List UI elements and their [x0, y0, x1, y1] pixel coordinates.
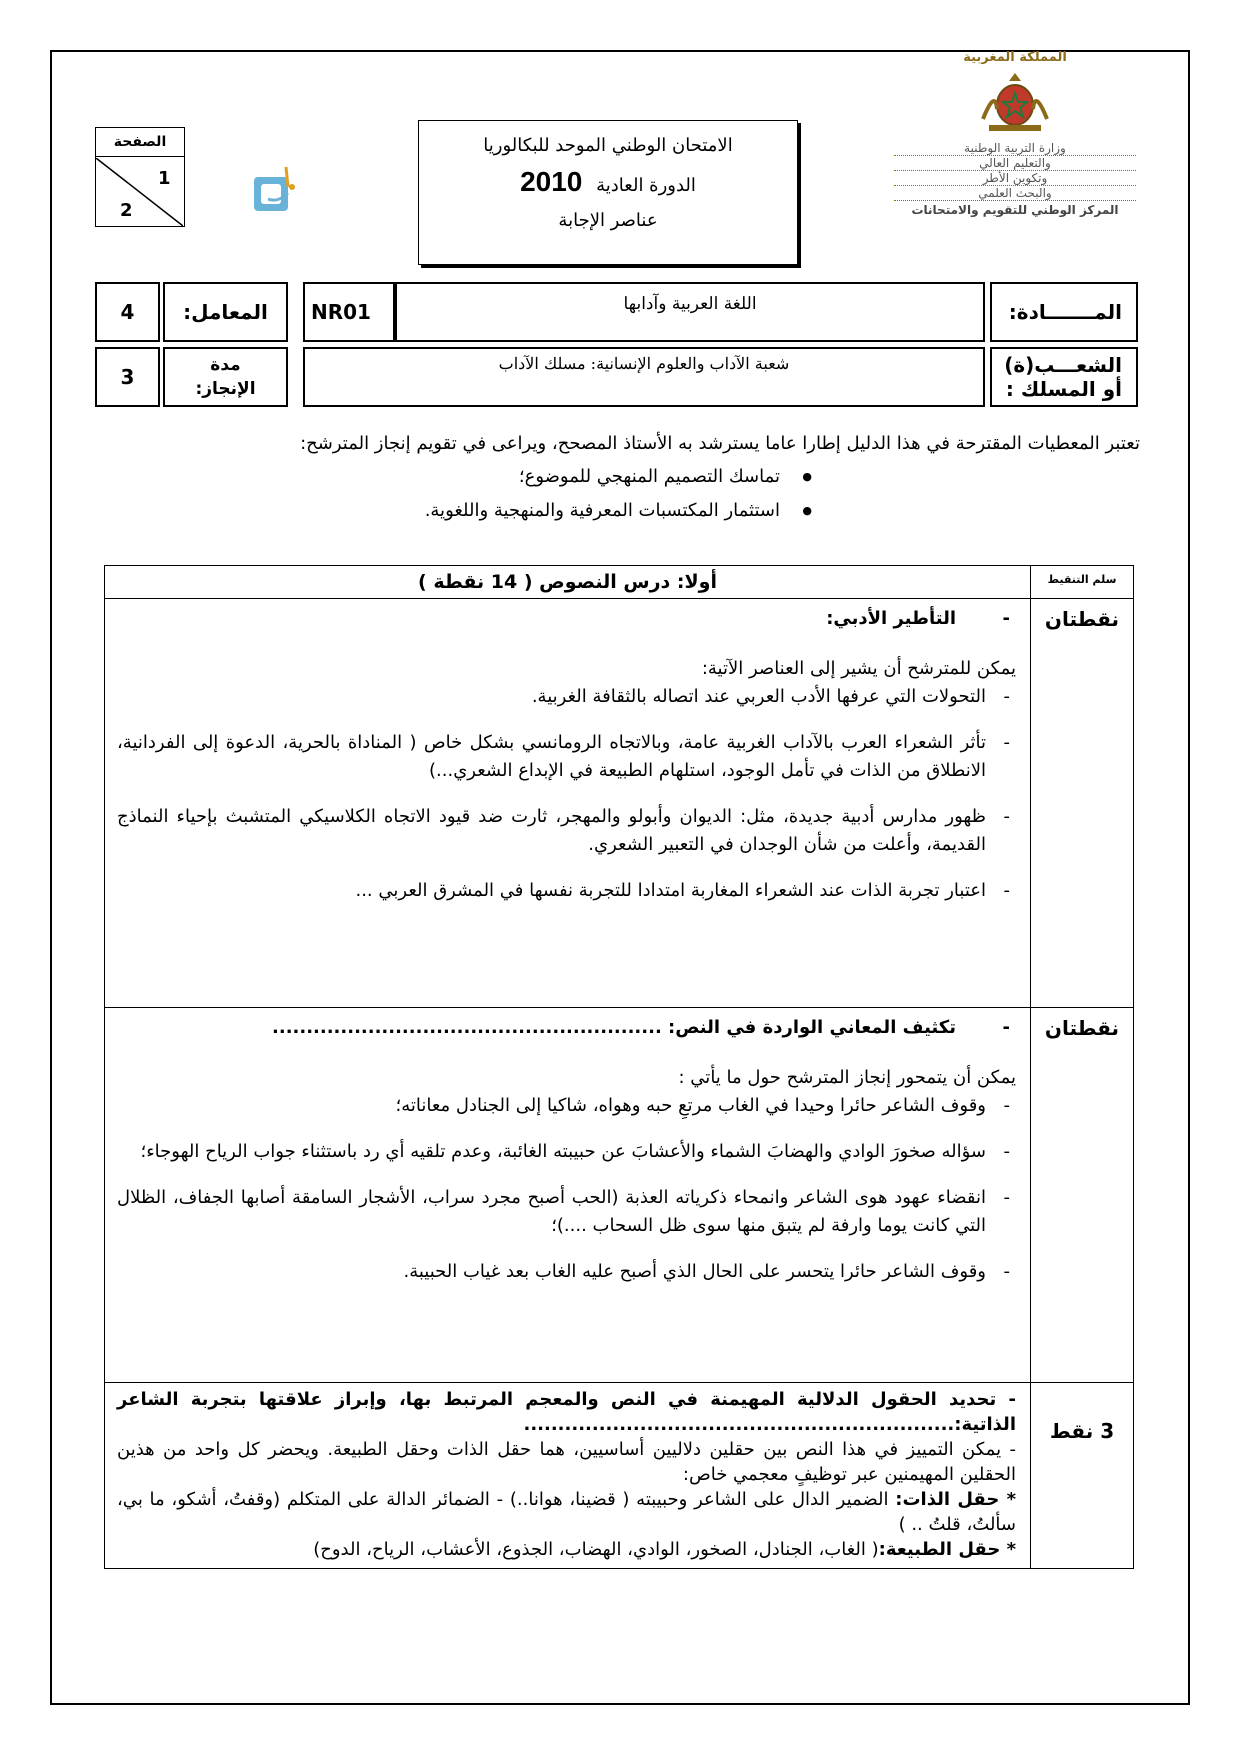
intro-section	[100, 428, 1140, 528]
answer-block-literary-framing	[105, 599, 1031, 1008]
score-value: 3 نقط	[1031, 1383, 1134, 1569]
exam-title-box	[418, 120, 798, 265]
field-nature: * حقل الطبيعة:( الغاب، الجنادل، الصخور، الوادي، الهضاب، الجذوع، الأعشاب، الرياح، الدوح)	[313, 1539, 1016, 1560]
evaluation-center-name: المركز الوطني للتقويم والامتحانات	[911, 203, 1119, 217]
subject-value: اللغة العربية وآدابها	[395, 282, 985, 342]
answer-item: - وقوف الشاعر حائرا وحيدا في الغاب مرتعِ حبه وهواه، شاكيا إلى الجنادل معاناته؛	[117, 1092, 1016, 1120]
answer-item: - انقضاء عهود هوى الشاعر وانمحاء ذكرياته العذبة (الحب أصبح مجرد سراب، الأشجار السامقة أصابها الجفاف، الظلال التي كانت يوما وارفة لم يتبق منها سوى ظل السحاب ....)؛	[117, 1184, 1016, 1240]
section-title: أولا: درس النصوص ( 14 نقطة )	[105, 566, 1031, 599]
page-current: 1	[158, 168, 171, 189]
answer-block-semantic-fields	[105, 1383, 1031, 1569]
subject-label: المـــــــادة:	[990, 282, 1138, 342]
duration-value: 3	[95, 347, 160, 407]
duration-label: مدة الإنجاز:	[163, 347, 288, 407]
answer-block-meanings	[105, 1008, 1031, 1383]
branch-value: شعبة الآداب والعلوم الإنسانية: مسلك الآداب	[303, 347, 985, 407]
ministry-header	[880, 50, 1150, 280]
block-heading: - تحديد الحقول الدلالية المهيمنة في النص والمعجم المرتبط بها، وإبراز علاقتها بتجربة الشاعر الذاتية:...............................................................	[117, 1389, 1016, 1435]
field-self: * حقل الذات: الضمير الدال على الشاعر وحبيبته ( قضينا، هوانا..) - الضمائر الدالة على المتكلم (وقفتُ، أشكو، ما بي، سألتُ، قلتُ .. )	[117, 1489, 1016, 1535]
branch-label: الشعـــب(ة) أو المسلك :	[990, 347, 1138, 407]
kingdom-title: المملكة المغربية	[963, 50, 1067, 65]
exam-code: NR01	[303, 282, 395, 342]
block-heading: - التأطير الأدبي:	[117, 605, 1016, 633]
score-value: نقطتان	[1031, 1008, 1134, 1383]
page-label: الصفحة	[96, 128, 184, 157]
intro-bullet: ● استثمار المكتسبات المعرفية والمنهجية واللغوية.	[100, 494, 820, 528]
block-lead: يمكن أن يتمحور إنجاز المترشح حول ما يأتي :	[678, 1067, 1016, 1088]
answer-item: - تأثر الشعراء العرب بالآداب الغربية عامة، وبالاتجاه الرومانسي بشكل خاص ( المناداة بالحرية، الدعوة إلى الفردانية، الانطلاق من الذات في تأمل الوجود، استلهام الطبيعة في الإبداع الشعري...)	[117, 729, 1016, 785]
exam-title: الامتحان الوطني الموحد للبكالوريا	[483, 135, 733, 156]
ministry-name: وزارة التربية الوطنية والتعليم العالي وتكوين الأطر والبحث العلمي	[880, 141, 1150, 201]
answer-item: - اعتبار تجربة الذات عند الشعراء المغاربة امتدادا للتجربة نفسها في المشرق العربي ...	[117, 877, 1016, 905]
intro-bullets	[100, 460, 820, 528]
intro-bullet: ● تماسك التصميم المنهجي للموضوع؛	[100, 460, 820, 494]
block-paragraph: - يمكن التمييز في هذا النص بين حقلين دلاليين أساسيين، هما حقل الذات وحقل الطبيعة. ويحضر كل واحد من هذين الحقلين المهيمنين عبر توظيفٍ معجمي خاص:	[117, 1439, 1016, 1485]
block-lead: يمكن للمترشح أن يشير إلى العناصر الآتية:	[701, 658, 1016, 679]
exam-year: 2010	[520, 166, 583, 197]
page-number-box	[95, 127, 185, 227]
block-heading: - تكثيف المعاني الواردة في النص: .........................................................	[117, 1014, 1016, 1042]
coefficient-value: 4	[95, 282, 160, 342]
answer-item: - وقوف الشاعر حائرا يتحسر على الحال الذي أصبح عليه الغاب بعد غياب الحبيبة.	[117, 1258, 1016, 1286]
coat-of-arms-icon	[975, 69, 1055, 133]
session-label: الدورة العادية	[596, 175, 696, 196]
coefficient-label: المعامل:	[163, 282, 288, 342]
answer-item: - سؤاله صخورَ الوادي والهضابَ الشماء والأعشابَ عن حبيبته الغائبة، وعدم تلقيه أي رد باستثناء جواب الرياح الهوجاء؛	[117, 1138, 1016, 1166]
answer-item: - التحولات التي عرفها الأدب العربي عند اتصاله بالثقافة الغربية.	[117, 683, 1016, 711]
session-line	[419, 166, 797, 198]
answer-item: - ظهور مدارس أدبية جديدة، مثل: الديوان وأبولو والمهجر، ثارت ضد قيود الاتجاه الكلاسيكي المتشبث بإحياء النماذج القديمة، وأعلت من شأن الوجدان في التعبير الشعري.	[117, 803, 1016, 859]
score-header: سلم التنقيط	[1031, 566, 1134, 599]
page-total: 2	[120, 200, 133, 221]
score-value: نقطتان	[1031, 599, 1134, 1008]
center-logo-icon	[248, 163, 312, 223]
doc-type: عناصر الإجابة	[558, 210, 658, 231]
intro-text: تعتبر المعطيات المقترحة في هذا الدليل إطارا عاما يسترشد به الأستاذ المصحح، ويراعى في تقويم إنجاز المترشح:	[300, 433, 1140, 454]
answer-table	[104, 565, 1134, 1569]
